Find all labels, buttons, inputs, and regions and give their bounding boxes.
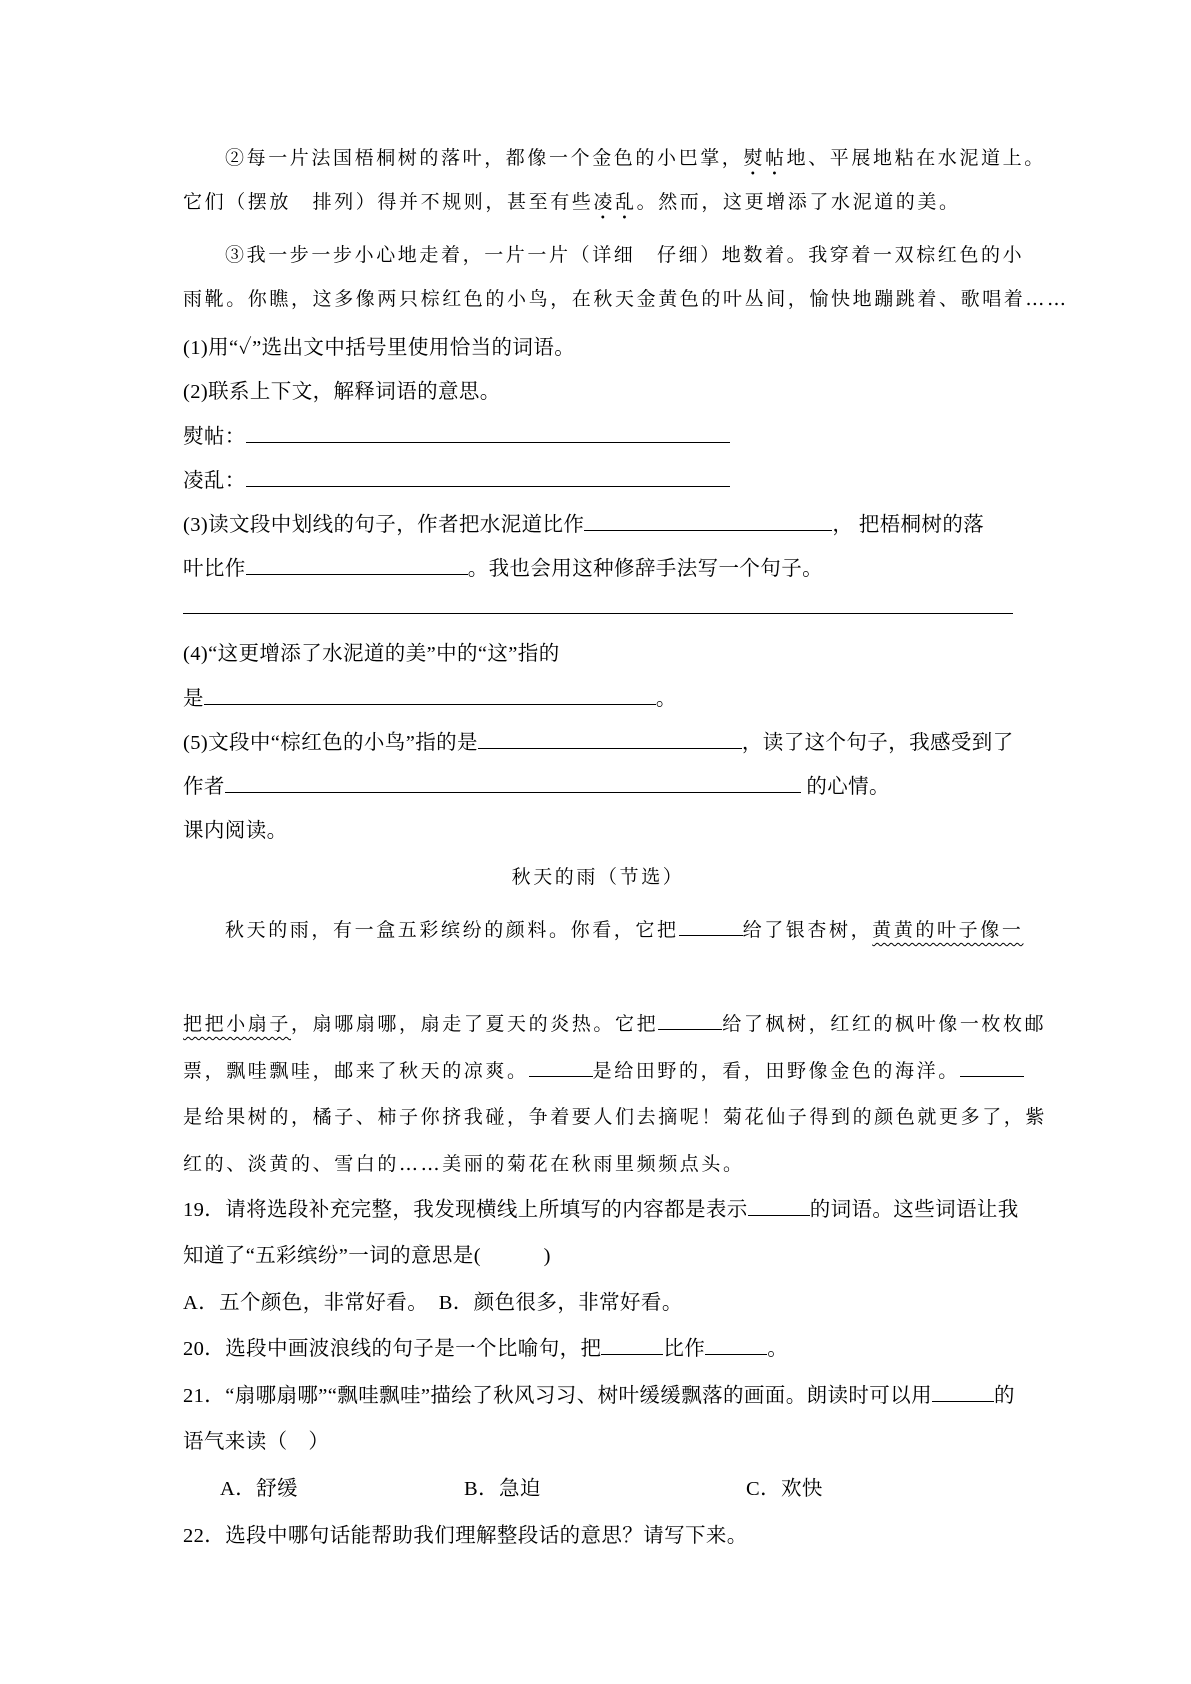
autumn-rain-line5: 红的、淡黄的、雪白的……美丽的菊花在秋雨里频频点头。 <box>183 1153 745 1175</box>
text-run: (3)读文段中划线的句子，作者把水泥道比作 <box>183 514 585 536</box>
text-run: 19．请将选段补充完整，我发现横线上所填写的内容都是表示 <box>183 1199 748 1221</box>
text-run: 作者 <box>183 776 225 798</box>
question-20 <box>183 1331 1013 1361</box>
dotted-word-lingluan: 凌乱 <box>593 191 637 213</box>
answer-blank[interactable] <box>225 774 801 793</box>
text-run: 地、平展地粘在水泥道上。 <box>786 147 1046 169</box>
autumn-rain-line4: 是给果树的，橘子、柿子你挤我碰，争着要人们去摘呢！菊花仙子得到的颜色就更多了，紫 <box>183 1106 1048 1128</box>
passage-p3-line1: ③我一步一步小心地走着，一片一片（详细 仔细）地数着。我穿着一双棕红色的小 <box>225 244 1025 266</box>
fill-blank[interactable] <box>679 917 743 936</box>
text-run: 是 <box>183 688 204 710</box>
text-run: 20．选段中画波浪线的句子是一个比喻句，把 <box>183 1338 602 1360</box>
question-19-line2: 知道了“五彩缤纷”一词的意思是( ) <box>183 1245 551 1267</box>
question-4-line2 <box>183 681 1013 711</box>
text-run: 21．“扇哪扇哪”“飘哇飘哇”描绘了秋风习习、树叶缓缓飘落的画面。朗读时可以用 <box>183 1385 932 1407</box>
dotted-word-yutie: 熨帖 <box>743 147 787 169</box>
question-2-yutie <box>183 419 1013 449</box>
text-run: 的词语。这些词语让我 <box>809 1199 1019 1221</box>
answer-blank[interactable] <box>246 468 730 487</box>
section-heading: 课内阅读。 <box>183 820 288 842</box>
question-3-line2 <box>183 551 1013 581</box>
question-4-line1: (4)“这更增添了水泥道的美”中的“这”指的 <box>183 643 560 665</box>
text-run: 叶比作 <box>183 558 246 580</box>
answer-blank[interactable] <box>601 1336 663 1355</box>
question-2: (2)联系上下文，解释词语的意思。 <box>183 381 501 403</box>
fill-blank[interactable] <box>658 1011 722 1030</box>
answer-blank[interactable] <box>705 1336 767 1355</box>
question-19-options[interactable]: A．五个颜色，非常好看。 B．颜色很多，非常好看。 <box>183 1292 683 1314</box>
text-run: 。 <box>655 688 677 710</box>
wavy-sentence: 把把小扇子 <box>183 1013 292 1035</box>
question-5-line2 <box>183 769 1013 799</box>
passage-p2-line2 <box>183 187 1013 224</box>
question-22: 22．选段中哪句话能帮助我们理解整段话的意思？请写下来。 <box>183 1525 748 1547</box>
text-run: 给了枫树，红红的枫叶像一枚枚邮 <box>722 1013 1047 1035</box>
text-run: 。然而，这更增添了水泥道的美。 <box>636 191 961 213</box>
passage-p3-line2: 雨靴。你瞧，这多像两只棕红色的小鸟，在秋天金黄色的叶丛间，愉快地蹦跳着、歌唱着…… <box>183 288 1069 310</box>
answer-blank[interactable] <box>478 730 742 749</box>
option-b-jipo[interactable]: B．急迫 <box>464 1478 541 1500</box>
autumn-rain-line3 <box>183 1056 1013 1083</box>
answer-blank[interactable] <box>204 686 656 705</box>
question-2-lingluan <box>183 463 1013 493</box>
text-run: 它们（摆放 排列）得并不规则，甚至有些 <box>183 191 594 213</box>
text-run: 秋天的雨，有一盒五彩缤纷的颜料。你看，它把 <box>225 919 679 941</box>
text-run: ，读了这个句子，我感受到了 <box>741 732 1014 754</box>
answer-full-line[interactable] <box>183 613 1013 614</box>
answer-blank[interactable] <box>748 1197 810 1216</box>
text-run: ②每一片法国梧桐树的落叶，都像一个金色的小巴掌， <box>225 147 744 169</box>
text-run: 。 <box>767 1338 789 1360</box>
fill-blank[interactable] <box>960 1058 1024 1077</box>
question-19-line1 <box>183 1192 1019 1222</box>
text-run: 比作 <box>663 1338 706 1360</box>
fill-blank[interactable] <box>529 1058 593 1077</box>
text-run: 给了银杏树， <box>742 919 873 941</box>
text-run: 是给田野的，看，田野像金色的海洋。 <box>592 1060 960 1082</box>
question-21-line2: 语气来读（ ） <box>183 1431 330 1453</box>
text-run: 的心情。 <box>800 776 890 798</box>
option-c-huankuai[interactable]: C．欢快 <box>746 1478 823 1500</box>
text-run: ，扇哪扇哪，扇走了夏天的炎热。它把 <box>291 1013 659 1035</box>
answer-blank[interactable] <box>584 512 832 531</box>
autumn-rain-line1 <box>183 915 1024 942</box>
text-run: 的 <box>994 1385 1015 1407</box>
passage-title: 秋天的雨（节选） <box>511 866 685 888</box>
question-3-line1 <box>183 507 1013 537</box>
text-run: 票，飘哇飘哇，邮来了秋天的凉爽。 <box>183 1060 529 1082</box>
text-run: 。我也会用这种修辞手法写一个句子。 <box>467 558 824 580</box>
question-1: (1)用“✓”选出文中括号里使用恰当的词语。 <box>183 337 576 359</box>
option-a-shuhuan[interactable]: A．舒缓 <box>220 1478 298 1500</box>
text-run: ， 把梧桐树的落 <box>832 514 985 536</box>
question-21-line1 <box>183 1378 1013 1408</box>
text-run: (5)文段中“棕红色的小鸟”指的是 <box>183 732 478 754</box>
answer-blank[interactable] <box>246 556 468 575</box>
question-5-line1 <box>183 725 1013 755</box>
label: 凌乱： <box>183 470 246 492</box>
label: 熨帖： <box>183 426 246 448</box>
wavy-sentence: 黄黄的叶子像一 <box>872 919 1024 941</box>
autumn-rain-line2 <box>183 1009 1047 1036</box>
passage-p2-line1 <box>183 143 1046 180</box>
answer-blank[interactable] <box>932 1383 994 1402</box>
answer-blank[interactable] <box>246 424 730 443</box>
